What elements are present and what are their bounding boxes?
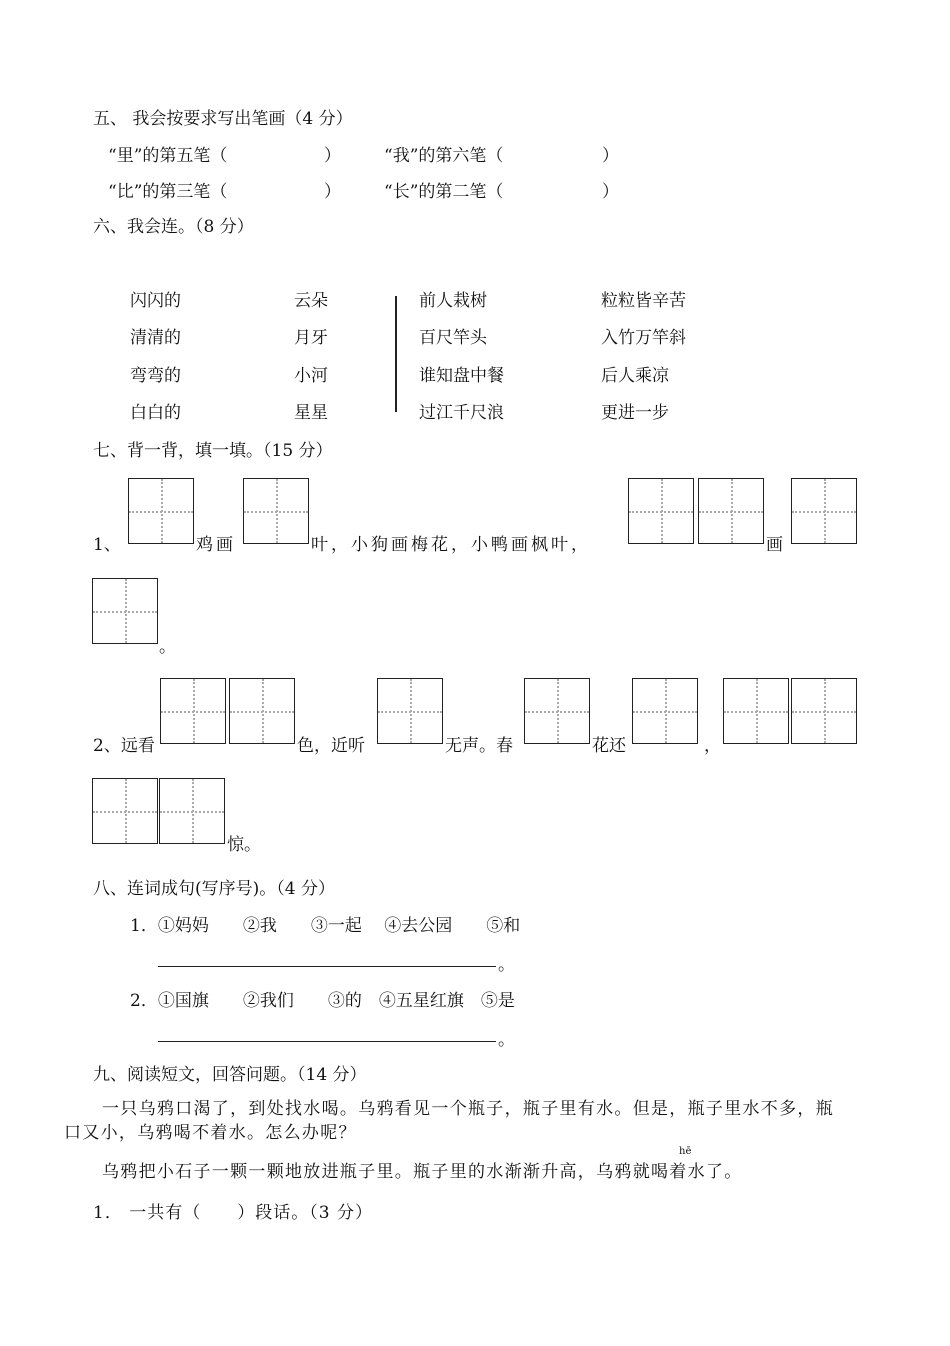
word-order-question-2: 2．①国旗 ②我们 ③的 ④五星红旗 ⑤是	[130, 991, 515, 1011]
q1-text: 画	[766, 535, 783, 555]
passage-paragraph-1: 一只乌鸦口渴了，到处找水喝。乌鸦看见一个瓶子，瓶子里有水。但是，瓶子里水不多，瓶	[102, 1099, 834, 1119]
stroke-question-4: “长”的第二笔（	[384, 182, 504, 202]
writing-grid-box[interactable]	[632, 678, 698, 744]
section-8-title: 八、连词成句(写序号)。（4 分）	[93, 879, 335, 899]
writing-grid-box[interactable]	[791, 678, 857, 744]
match-left-word: 闪闪的	[130, 291, 181, 311]
poem-line-left: 谁知盘中餐	[419, 366, 504, 386]
poem-line-left: 前人栽树	[419, 291, 487, 311]
answer-end: 。	[498, 955, 515, 975]
writing-grid-box[interactable]	[377, 678, 443, 744]
match-right-word: 月牙	[294, 328, 328, 348]
poem-line-left: 百尺竿头	[419, 328, 487, 348]
stroke-question-3: “比”的第三笔（	[108, 182, 228, 202]
writing-grid-box[interactable]	[92, 578, 158, 644]
close-paren: ）	[324, 182, 341, 202]
answer-line[interactable]	[158, 966, 496, 967]
stroke-question-2: “我”的第六笔（	[384, 146, 504, 166]
word-order-question-1: 1．①妈妈 ②我 ③一起 ④去公园 ⑤和	[130, 916, 521, 936]
writing-grid-box[interactable]	[524, 678, 590, 744]
match-right-word: 星星	[294, 403, 328, 423]
answer-end: 。	[498, 1030, 515, 1050]
q2-text: 色，近听	[297, 736, 365, 756]
match-right-word: 云朵	[294, 291, 328, 311]
close-paren: ）	[602, 146, 619, 166]
match-left-word: 弯弯的	[130, 366, 181, 386]
answer-line[interactable]	[158, 1041, 496, 1042]
writing-grid-box[interactable]	[791, 478, 857, 544]
section-9-title: 九、阅读短文，回答问题。（14 分）	[93, 1065, 367, 1085]
q2-number: 2、远看	[93, 736, 155, 756]
close-paren: ）	[324, 146, 341, 166]
passage-paragraph-2: 乌鸦把小石子一颗一颗地放进瓶子里。瓶子里的水渐渐升高，乌鸦就喝着水了。	[102, 1162, 743, 1182]
section-7-title: 七、背一背，填一填。（15 分）	[93, 441, 333, 461]
q1-end: 。	[159, 637, 176, 657]
pinyin-annotation: hē	[679, 1146, 692, 1157]
stroke-question-1: “里”的第五笔（	[108, 146, 228, 166]
section-5-title: 五、 我会按要求写出笔画（4 分）	[93, 109, 353, 129]
section-6-title: 六、我会连。（8 分）	[93, 217, 254, 237]
poem-line-left: 过江千尺浪	[419, 403, 504, 423]
writing-grid-box[interactable]	[160, 678, 226, 744]
q1-number: 1、	[93, 535, 121, 555]
q1-text: 鸡画	[196, 535, 236, 555]
reading-question-1: 1． 一共有（ ）段话。（3 分）	[93, 1203, 373, 1223]
writing-grid-box[interactable]	[698, 478, 764, 544]
writing-grid-box[interactable]	[628, 478, 694, 544]
q2-end: 惊。	[227, 835, 261, 855]
close-paren: ）	[602, 182, 619, 202]
writing-grid-box[interactable]	[159, 778, 225, 844]
poem-line-right: 入竹万竿斜	[601, 328, 686, 348]
column-divider	[395, 296, 397, 412]
q1-text: 叶，小狗画梅花，小鸭画枫叶，	[311, 535, 591, 555]
writing-grid-box[interactable]	[92, 778, 158, 844]
q2-text: 无声。春	[445, 736, 513, 756]
writing-grid-box[interactable]	[229, 678, 295, 744]
passage-paragraph-1-cont: 口又小，乌鸦喝不着水。怎么办呢？	[64, 1123, 357, 1143]
writing-grid-box[interactable]	[243, 478, 309, 544]
poem-line-right: 后人乘凉	[601, 366, 669, 386]
writing-grid-box[interactable]	[723, 678, 789, 744]
q2-text: 花还	[592, 736, 626, 756]
poem-line-right: 粒粒皆辛苦	[601, 291, 686, 311]
match-left-word: 清清的	[130, 328, 181, 348]
poem-line-right: 更进一步	[601, 403, 669, 423]
q2-text: ，	[704, 736, 721, 756]
match-right-word: 小河	[294, 366, 328, 386]
writing-grid-box[interactable]	[128, 478, 194, 544]
match-left-word: 白白的	[130, 403, 181, 423]
